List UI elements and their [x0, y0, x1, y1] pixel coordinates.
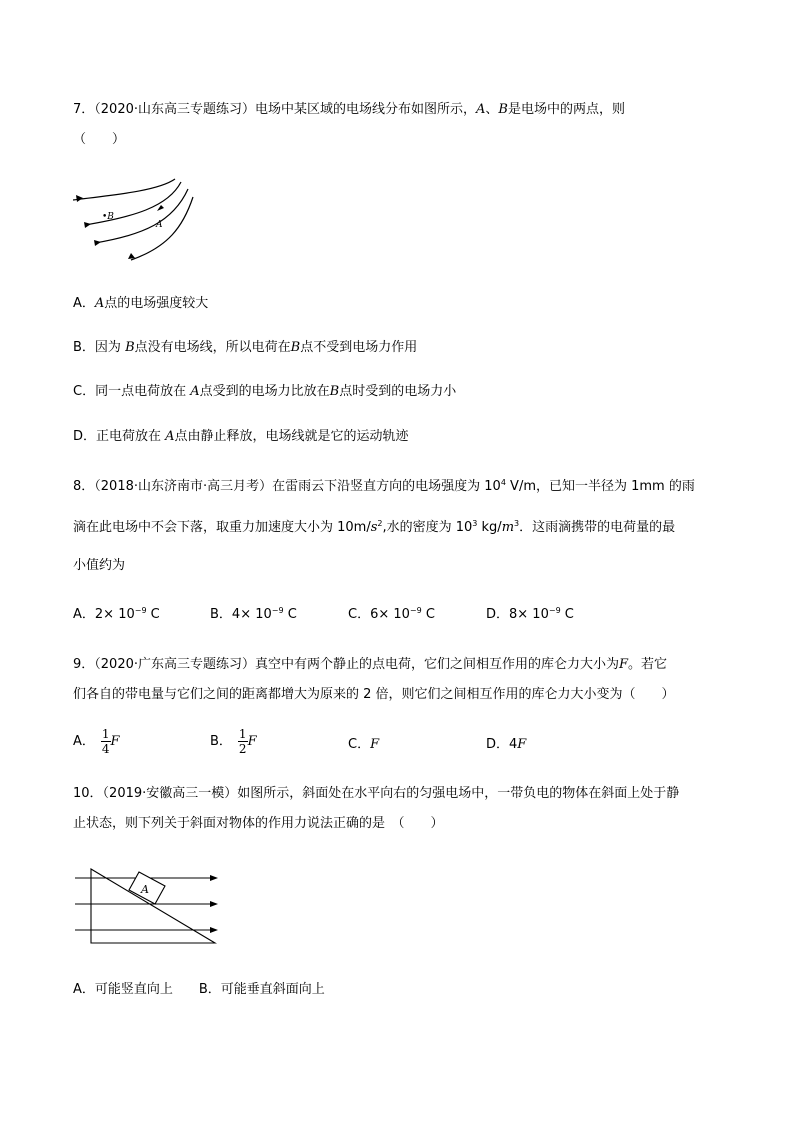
figure-label-a: A [141, 883, 149, 896]
arrow-icon [157, 205, 164, 211]
option-var: F [370, 737, 380, 752]
arrow-icon [128, 253, 135, 259]
option-text: C [146, 607, 160, 622]
option-text: 点的电场强度较大 [104, 296, 209, 311]
question-text: V/m，已知一半径为 1mm 的雨 [505, 479, 695, 494]
option-text: 点时受到的电场力小 [339, 384, 457, 399]
q9-option-b [210, 727, 257, 756]
figure-label-b: •B [102, 212, 114, 222]
question-number: 7． [73, 102, 95, 117]
q7-option-d [73, 428, 409, 446]
option-text: 点受到的电场力比放在 [199, 384, 330, 399]
arrow-icon [76, 195, 83, 202]
q8-option-b [210, 606, 297, 624]
question-text: 。若它 [628, 657, 668, 672]
option-var: B [125, 340, 135, 355]
q7-stem-line1 [73, 101, 625, 119]
q9-stem-line1 [73, 656, 667, 674]
question-text: ．这雨滴携带的电荷量的最 [519, 520, 676, 535]
question-text: 在雷雨云下沿竖直方向的电场强度为 10 [272, 479, 501, 494]
q7-answer-paren: （ ） [73, 132, 126, 147]
q9-option-c [348, 736, 379, 754]
q7-option-b [73, 339, 417, 357]
fraction-numerator: 1 [101, 727, 110, 741]
option-text: 点没有电场线，所以电荷在 [134, 340, 291, 355]
question-source: （2020·广东高三专题练习） [94, 657, 255, 672]
option-text: C [421, 607, 435, 622]
option-var: B [290, 340, 301, 355]
unit-var: s [370, 520, 378, 535]
option-text: B．4× 10 [210, 607, 272, 622]
arrow-icon [210, 901, 218, 907]
q8-stem-line2 [73, 519, 675, 537]
option-var: F [247, 734, 257, 749]
q10-stem-line1 [73, 785, 679, 803]
exponent: −9 [548, 606, 561, 615]
question-text: 是电场中的两点，则 [507, 102, 625, 117]
option-var: A [165, 429, 175, 444]
option-var: A [94, 296, 105, 311]
question-source: （2018·山东济南市·高三月考） [94, 479, 273, 494]
arrow-icon [84, 222, 91, 228]
question-source: （2019·安徽高三一模） [102, 786, 238, 801]
q9-option-a [73, 727, 120, 756]
option-text: C．6× 10 [348, 607, 410, 622]
option-letter: D．4 [486, 737, 518, 752]
option-letter: D．正电荷放在 [73, 429, 166, 444]
exponent: 4 [500, 478, 506, 487]
option-var: A [190, 384, 200, 399]
q9-stem-line2: 们各自的带电量与它们之间的距离都增大为原来的 2 倍，则它们之间相互作用的库仑力大小变为（ ） [73, 687, 675, 702]
q8-stem-line1 [73, 478, 695, 496]
q7-field-line-figure [73, 177, 208, 262]
figure-label-a: A [156, 220, 163, 230]
fraction-denominator: 4 [101, 742, 110, 756]
arrow-icon [210, 927, 218, 933]
question-number: 8． [73, 479, 95, 494]
option-letter: A． [73, 296, 95, 311]
option-var: B [329, 384, 340, 399]
q10-options: A．可能竖直向上 B．可能垂直斜面向上 [73, 982, 325, 997]
exponent: 2 [377, 519, 383, 528]
question-text: ,水的密度为 10 [382, 520, 473, 535]
option-text: 点不受到电场力作用 [300, 340, 418, 355]
field-line [85, 182, 181, 225]
option-letter: C．同一点电荷放在 [73, 384, 191, 399]
option-letter: C． [348, 737, 371, 752]
question-text: 滴在此电场中不会下落，取重力加速度大小为 10m/ [73, 520, 371, 535]
option-text: 点由静止释放，电场线就是它的运动轨迹 [174, 429, 409, 444]
unit-var: m [501, 520, 515, 535]
point-label-a: A [476, 102, 486, 117]
question-source: （2020·山东高三专题练习） [94, 102, 255, 117]
exponent: −9 [134, 606, 147, 615]
q10-incline-figure [73, 866, 223, 946]
question-text: kg/ [477, 520, 502, 535]
question-number: 9． [73, 657, 95, 672]
q7-option-a [73, 295, 208, 313]
fraction [238, 727, 248, 756]
q8-option-c [348, 606, 435, 624]
exponent: −9 [409, 606, 422, 615]
q7-option-c [73, 383, 456, 401]
fraction [101, 727, 111, 756]
force-var: F [619, 657, 629, 672]
question-text: 真空中有两个静止的点电荷，它们之间相互作用的库仑力大小为 [255, 657, 620, 672]
q9-option-d [486, 736, 526, 754]
exponent: −9 [271, 606, 284, 615]
arrow-icon [94, 240, 101, 246]
option-letter: A． [73, 734, 95, 749]
fraction-numerator: 1 [238, 727, 247, 741]
fraction-denominator: 2 [238, 742, 247, 756]
option-text: C [283, 607, 297, 622]
question-text: 如图所示，斜面处在水平向右的匀强电场中，一带负电的物体在斜面上处于静 [237, 786, 680, 801]
q8-stem-line3: 小值约为 [73, 558, 126, 573]
field-line [73, 179, 175, 200]
exponent: 3 [472, 519, 478, 528]
option-letter: B．因为 [73, 340, 126, 355]
question-number: 10． [73, 786, 103, 801]
arrow-icon [210, 875, 218, 881]
q10-stem-line2: 止状态，则下列关于斜面对物体的作用力说法正确的是 （ ） [73, 816, 444, 831]
option-text: D．8× 10 [486, 607, 549, 622]
option-text: A．2× 10 [73, 607, 135, 622]
question-text: 电场中某区域的电场线分布如图所示， [255, 102, 477, 117]
q8-option-a [73, 606, 160, 624]
option-var: F [517, 737, 527, 752]
option-var: F [110, 734, 120, 749]
q8-option-d [486, 606, 574, 624]
exponent: 3 [514, 519, 520, 528]
option-letter: B． [210, 734, 232, 749]
point-label-b: B [498, 102, 508, 117]
separator: 、 [485, 102, 499, 117]
option-text: C [560, 607, 574, 622]
